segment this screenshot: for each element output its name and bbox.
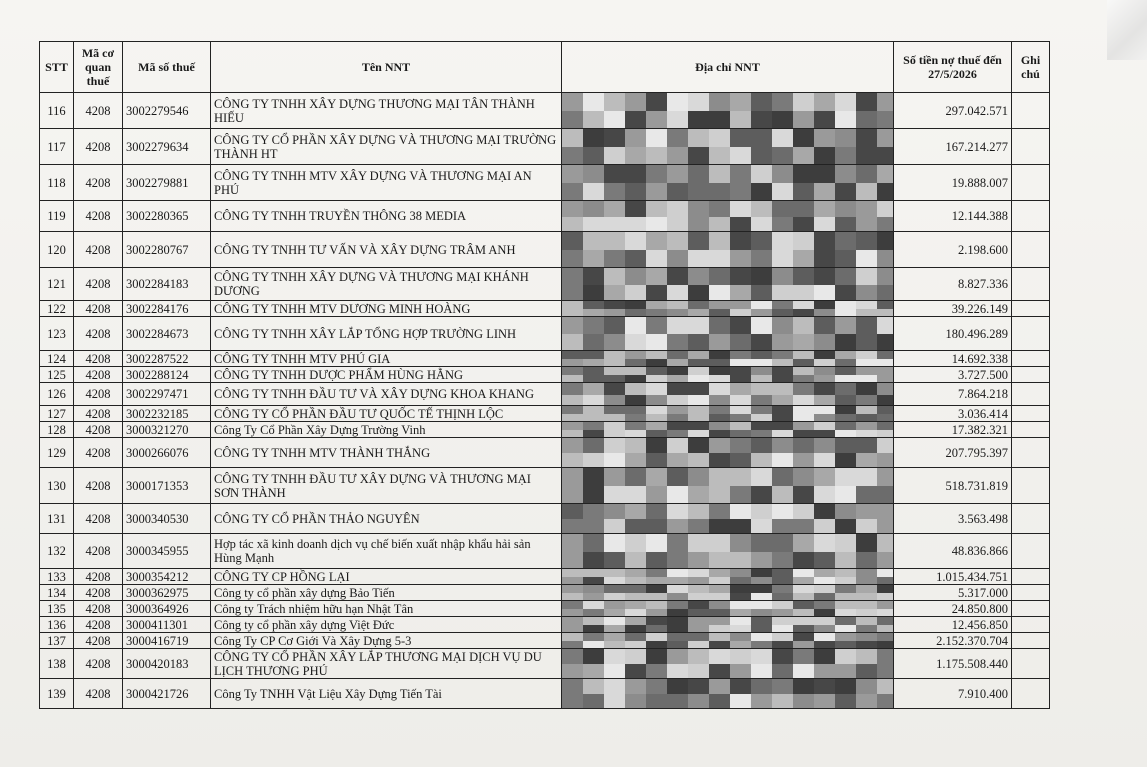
row-address-cell-pixelated <box>562 301 894 317</box>
row-tax-office-cell: 4208 <box>74 383 123 406</box>
row-address-cell-pixelated <box>562 367 894 383</box>
row-debt-amount-cell: 14.692.338 <box>894 351 1012 367</box>
table-row <box>40 232 1050 268</box>
row-address-cell-pixelated <box>562 232 894 268</box>
row-address-cell-pixelated <box>562 317 894 351</box>
row-tax-code-cell: 3002284673 <box>123 317 211 351</box>
row-note-cell <box>1012 317 1050 351</box>
row-address-cell-pixelated <box>562 383 894 406</box>
row-address-cell-pixelated <box>562 649 894 679</box>
row-stt-cell: 117 <box>40 129 74 165</box>
pixelated-redaction <box>562 585 893 600</box>
row-address-cell-pixelated <box>562 585 894 601</box>
table-body <box>40 93 1050 709</box>
row-taxpayer-name-cell: Công Ty TNHH Vật Liệu Xây Dựng Tiến Tài <box>211 679 562 709</box>
tax-debt-table <box>39 41 1050 709</box>
row-tax-office-cell: 4208 <box>74 232 123 268</box>
pixelated-redaction <box>562 232 893 267</box>
row-tax-code-cell: 3002280365 <box>123 201 211 232</box>
row-debt-amount-cell: 19.888.007 <box>894 165 1012 201</box>
row-debt-amount-cell: 8.827.336 <box>894 268 1012 301</box>
row-tax-office-cell: 4208 <box>74 201 123 232</box>
table-row <box>40 504 1050 534</box>
row-tax-office-cell: 4208 <box>74 406 123 422</box>
pixelated-redaction <box>562 601 893 616</box>
row-tax-office-cell: 4208 <box>74 679 123 709</box>
table-row <box>40 93 1050 129</box>
row-stt-cell: 133 <box>40 569 74 585</box>
row-debt-amount-cell: 167.214.277 <box>894 129 1012 165</box>
pixelated-redaction <box>562 201 893 231</box>
row-tax-code-cell: 3002284176 <box>123 301 211 317</box>
pixelated-redaction <box>562 504 893 533</box>
pixelated-redaction <box>562 422 893 437</box>
row-tax-code-cell: 3002279881 <box>123 165 211 201</box>
row-address-cell-pixelated <box>562 165 894 201</box>
row-tax-code-cell: 3000364926 <box>123 601 211 617</box>
row-note-cell <box>1012 201 1050 232</box>
row-stt-cell: 125 <box>40 367 74 383</box>
row-address-cell-pixelated <box>562 351 894 367</box>
row-note-cell <box>1012 617 1050 633</box>
row-tax-code-cell: 3000420183 <box>123 649 211 679</box>
table-header-row <box>40 42 1050 93</box>
row-tax-code-cell: 3002297471 <box>123 383 211 406</box>
row-stt-cell: 138 <box>40 649 74 679</box>
row-note-cell <box>1012 569 1050 585</box>
row-note-cell <box>1012 504 1050 534</box>
row-note-cell <box>1012 679 1050 709</box>
row-tax-office-cell: 4208 <box>74 165 123 201</box>
row-debt-amount-cell: 17.382.321 <box>894 422 1012 438</box>
row-note-cell <box>1012 232 1050 268</box>
row-tax-office-cell: 4208 <box>74 617 123 633</box>
row-address-cell-pixelated <box>562 438 894 468</box>
row-taxpayer-name-cell: CÔNG TY CỔ PHẦN XÂY LẮP THƯƠNG MẠI DỊCH VỤ DU LỊCH THƯƠNG PHÚ <box>211 649 562 679</box>
row-debt-amount-cell: 3.727.500 <box>894 367 1012 383</box>
row-note-cell <box>1012 601 1050 617</box>
row-tax-code-cell: 3000266076 <box>123 438 211 468</box>
row-tax-code-cell: 3000340530 <box>123 504 211 534</box>
row-taxpayer-name-cell: Công Ty CP Cơ Giới Và Xây Dựng 5-3 <box>211 633 562 649</box>
row-note-cell <box>1012 534 1050 569</box>
row-address-cell-pixelated <box>562 504 894 534</box>
row-debt-amount-cell: 1.175.508.440 <box>894 649 1012 679</box>
header-note: Ghi chú <box>1012 42 1050 93</box>
pixelated-redaction <box>562 383 893 405</box>
table-row <box>40 367 1050 383</box>
row-stt-cell: 122 <box>40 301 74 317</box>
row-stt-cell: 127 <box>40 406 74 422</box>
row-tax-code-cell: 3000421726 <box>123 679 211 709</box>
row-taxpayer-name-cell: CÔNG TY CỔ PHẦN XÂY DỰNG VÀ THƯƠNG MẠI TRƯỜNG THÀNH HT <box>211 129 562 165</box>
row-taxpayer-name-cell: CÔNG TY TNHH MTV DƯƠNG MINH HOÀNG <box>211 301 562 317</box>
row-address-cell-pixelated <box>562 617 894 633</box>
row-debt-amount-cell: 7.864.218 <box>894 383 1012 406</box>
table-row <box>40 569 1050 585</box>
pixelated-redaction <box>562 617 893 632</box>
row-stt-cell: 129 <box>40 438 74 468</box>
table-row <box>40 649 1050 679</box>
row-address-cell-pixelated <box>562 534 894 569</box>
row-stt-cell: 136 <box>40 617 74 633</box>
row-stt-cell: 119 <box>40 201 74 232</box>
header-taxpayer-address: Địa chỉ NNT <box>562 42 894 93</box>
row-stt-cell: 139 <box>40 679 74 709</box>
row-note-cell <box>1012 406 1050 422</box>
row-taxpayer-name-cell: CÔNG TY TNHH TƯ VẤN VÀ XÂY DỰNG TRÂM ANH <box>211 232 562 268</box>
row-taxpayer-name-cell: CÔNG TY TNHH XÂY DỰNG THƯƠNG MẠI TÂN THÀNH HIẾU <box>211 93 562 129</box>
row-debt-amount-cell: 12.144.388 <box>894 201 1012 232</box>
table-row <box>40 351 1050 367</box>
pixelated-redaction <box>562 129 893 164</box>
row-debt-amount-cell: 12.456.850 <box>894 617 1012 633</box>
pixelated-redaction <box>562 468 893 503</box>
row-taxpayer-name-cell: CÔNG TY TNHH MTV PHÚ GIA <box>211 351 562 367</box>
row-stt-cell: 126 <box>40 383 74 406</box>
row-debt-amount-cell: 2.152.370.704 <box>894 633 1012 649</box>
table-row <box>40 383 1050 406</box>
row-address-cell-pixelated <box>562 468 894 504</box>
row-note-cell <box>1012 93 1050 129</box>
row-taxpayer-name-cell: CÔNG TY TNHH MTV XÂY DỰNG VÀ THƯƠNG MẠI AN PHÚ <box>211 165 562 201</box>
table-row <box>40 633 1050 649</box>
row-note-cell <box>1012 649 1050 679</box>
table-row <box>40 679 1050 709</box>
row-tax-code-cell: 3002279546 <box>123 93 211 129</box>
row-debt-amount-cell: 297.042.571 <box>894 93 1012 129</box>
row-taxpayer-name-cell: CÔNG TY TNHH DƯỢC PHẨM HÙNG HẰNG <box>211 367 562 383</box>
table-row <box>40 165 1050 201</box>
pixelated-redaction <box>562 534 893 568</box>
row-tax-office-cell: 4208 <box>74 317 123 351</box>
pixelated-redaction <box>562 165 893 200</box>
row-stt-cell: 121 <box>40 268 74 301</box>
row-taxpayer-name-cell: CÔNG TY CỔ PHẦN THẢO NGUYÊN <box>211 504 562 534</box>
row-tax-office-cell: 4208 <box>74 129 123 165</box>
row-taxpayer-name-cell: CÔNG TY TNHH XÂY DỰNG VÀ THƯƠNG MẠI KHÁNH DƯƠNG <box>211 268 562 301</box>
row-taxpayer-name-cell: CÔNG TY TNHH XÂY LẮP TỔNG HỢP TRƯỜNG LINH <box>211 317 562 351</box>
row-taxpayer-name-cell: CÔNG TY CỔ PHẦN ĐẦU TƯ QUỐC TẾ THỊNH LỘC <box>211 406 562 422</box>
row-note-cell <box>1012 367 1050 383</box>
row-debt-amount-cell: 48.836.866 <box>894 534 1012 569</box>
row-note-cell <box>1012 422 1050 438</box>
row-debt-amount-cell: 39.226.149 <box>894 301 1012 317</box>
row-tax-office-cell: 4208 <box>74 633 123 649</box>
row-tax-office-cell: 4208 <box>74 301 123 317</box>
row-stt-cell: 118 <box>40 165 74 201</box>
row-tax-office-cell: 4208 <box>74 93 123 129</box>
row-debt-amount-cell: 7.910.400 <box>894 679 1012 709</box>
row-tax-code-cell: 3000321270 <box>123 422 211 438</box>
row-tax-office-cell: 4208 <box>74 367 123 383</box>
row-note-cell <box>1012 383 1050 406</box>
pixelated-redaction <box>562 633 893 648</box>
row-debt-amount-cell: 518.731.819 <box>894 468 1012 504</box>
row-debt-amount-cell: 5.317.000 <box>894 585 1012 601</box>
row-tax-code-cell: 3000362975 <box>123 585 211 601</box>
pixelated-redaction <box>562 438 893 467</box>
row-tax-office-cell: 4208 <box>74 504 123 534</box>
table-row <box>40 601 1050 617</box>
row-tax-office-cell: 4208 <box>74 569 123 585</box>
row-taxpayer-name-cell: Công Ty Cổ Phần Xây Dựng Trường Vinh <box>211 422 562 438</box>
row-taxpayer-name-cell: Hợp tác xã kinh doanh dịch vụ chế biến xuất nhập khẩu hải sản Hùng Mạnh <box>211 534 562 569</box>
header-debt-amount: Số tiền nợ thuế đến 27/5/2026 <box>894 42 1012 93</box>
pixelated-redaction <box>562 301 893 316</box>
row-stt-cell: 132 <box>40 534 74 569</box>
row-tax-code-cell: 3002284183 <box>123 268 211 301</box>
pixelated-redaction <box>562 317 893 350</box>
row-address-cell-pixelated <box>562 268 894 301</box>
row-debt-amount-cell: 3.036.414 <box>894 406 1012 422</box>
row-stt-cell: 137 <box>40 633 74 649</box>
row-taxpayer-name-cell: CÔNG TY TNHH ĐẦU TƯ XÂY DỰNG VÀ THƯƠNG MẠI SƠN THÀNH <box>211 468 562 504</box>
row-tax-code-cell: 3000171353 <box>123 468 211 504</box>
row-tax-office-cell: 4208 <box>74 422 123 438</box>
row-stt-cell: 135 <box>40 601 74 617</box>
pixelated-redaction <box>562 406 893 421</box>
row-address-cell-pixelated <box>562 201 894 232</box>
row-note-cell <box>1012 438 1050 468</box>
row-tax-office-cell: 4208 <box>74 268 123 301</box>
row-taxpayer-name-cell: CÔNG TY TNHH TRUYỀN THÔNG 38 MEDIA <box>211 201 562 232</box>
table-row <box>40 617 1050 633</box>
row-note-cell <box>1012 129 1050 165</box>
pixelated-redaction <box>562 679 893 708</box>
table-row <box>40 201 1050 232</box>
row-address-cell-pixelated <box>562 129 894 165</box>
row-taxpayer-name-cell: CÔNG TY TNHH ĐẦU TƯ VÀ XÂY DỰNG KHOA KHANG <box>211 383 562 406</box>
table-row <box>40 301 1050 317</box>
row-tax-code-cell: 3002288124 <box>123 367 211 383</box>
table-row <box>40 268 1050 301</box>
row-tax-code-cell: 3002279634 <box>123 129 211 165</box>
row-taxpayer-name-cell: CÔNG TY CP HỒNG LẠI <box>211 569 562 585</box>
row-address-cell-pixelated <box>562 422 894 438</box>
row-address-cell-pixelated <box>562 93 894 129</box>
row-taxpayer-name-cell: Công ty cổ phần xây dựng Bảo Tiến <box>211 585 562 601</box>
row-tax-code-cell: 3000345955 <box>123 534 211 569</box>
row-note-cell <box>1012 468 1050 504</box>
row-tax-office-cell: 4208 <box>74 585 123 601</box>
row-taxpayer-name-cell: CÔNG TY TNHH MTV THÀNH THẮNG <box>211 438 562 468</box>
row-stt-cell: 120 <box>40 232 74 268</box>
row-debt-amount-cell: 24.850.800 <box>894 601 1012 617</box>
table-row <box>40 406 1050 422</box>
row-stt-cell: 116 <box>40 93 74 129</box>
table-row <box>40 534 1050 569</box>
row-note-cell <box>1012 585 1050 601</box>
row-tax-code-cell: 3002280767 <box>123 232 211 268</box>
row-tax-code-cell: 3002287522 <box>123 351 211 367</box>
pixelated-redaction <box>562 351 893 366</box>
row-stt-cell: 124 <box>40 351 74 367</box>
header-stt: STT <box>40 42 74 93</box>
table-row <box>40 129 1050 165</box>
row-stt-cell: 123 <box>40 317 74 351</box>
header-tax-office-code: Mã cơ quan thuế <box>74 42 123 93</box>
pixelated-redaction <box>562 93 893 128</box>
row-tax-code-cell: 3002232185 <box>123 406 211 422</box>
row-debt-amount-cell: 2.198.600 <box>894 232 1012 268</box>
page-corner-fold <box>1107 0 1147 60</box>
row-taxpayer-name-cell: Công ty Trách nhiệm hữu hạn Nhật Tân <box>211 601 562 617</box>
table-row <box>40 585 1050 601</box>
table-row <box>40 422 1050 438</box>
pixelated-redaction <box>562 268 893 300</box>
table-row <box>40 317 1050 351</box>
row-tax-code-cell: 3000416719 <box>123 633 211 649</box>
row-note-cell <box>1012 165 1050 201</box>
header-taxpayer-name: Tên NNT <box>211 42 562 93</box>
row-note-cell <box>1012 268 1050 301</box>
row-tax-office-cell: 4208 <box>74 534 123 569</box>
row-tax-office-cell: 4208 <box>74 438 123 468</box>
row-address-cell-pixelated <box>562 601 894 617</box>
row-tax-code-cell: 3000411301 <box>123 617 211 633</box>
row-address-cell-pixelated <box>562 633 894 649</box>
row-tax-office-cell: 4208 <box>74 351 123 367</box>
row-note-cell <box>1012 633 1050 649</box>
pixelated-redaction <box>562 569 893 584</box>
row-stt-cell: 131 <box>40 504 74 534</box>
row-address-cell-pixelated <box>562 406 894 422</box>
row-address-cell-pixelated <box>562 569 894 585</box>
row-note-cell <box>1012 351 1050 367</box>
row-tax-office-cell: 4208 <box>74 649 123 679</box>
pixelated-redaction <box>562 367 893 382</box>
row-address-cell-pixelated <box>562 679 894 709</box>
header-tax-code: Mã số thuế <box>123 42 211 93</box>
pixelated-redaction <box>562 649 893 678</box>
row-stt-cell: 128 <box>40 422 74 438</box>
row-debt-amount-cell: 3.563.498 <box>894 504 1012 534</box>
row-stt-cell: 134 <box>40 585 74 601</box>
row-stt-cell: 130 <box>40 468 74 504</box>
row-tax-office-cell: 4208 <box>74 468 123 504</box>
row-note-cell <box>1012 301 1050 317</box>
row-tax-office-cell: 4208 <box>74 601 123 617</box>
row-taxpayer-name-cell: Công ty cổ phần xây dựng Việt Đức <box>211 617 562 633</box>
row-debt-amount-cell: 180.496.289 <box>894 317 1012 351</box>
row-debt-amount-cell: 1.015.434.751 <box>894 569 1012 585</box>
table-row <box>40 468 1050 504</box>
row-debt-amount-cell: 207.795.397 <box>894 438 1012 468</box>
row-tax-code-cell: 3000354212 <box>123 569 211 585</box>
table-row <box>40 438 1050 468</box>
